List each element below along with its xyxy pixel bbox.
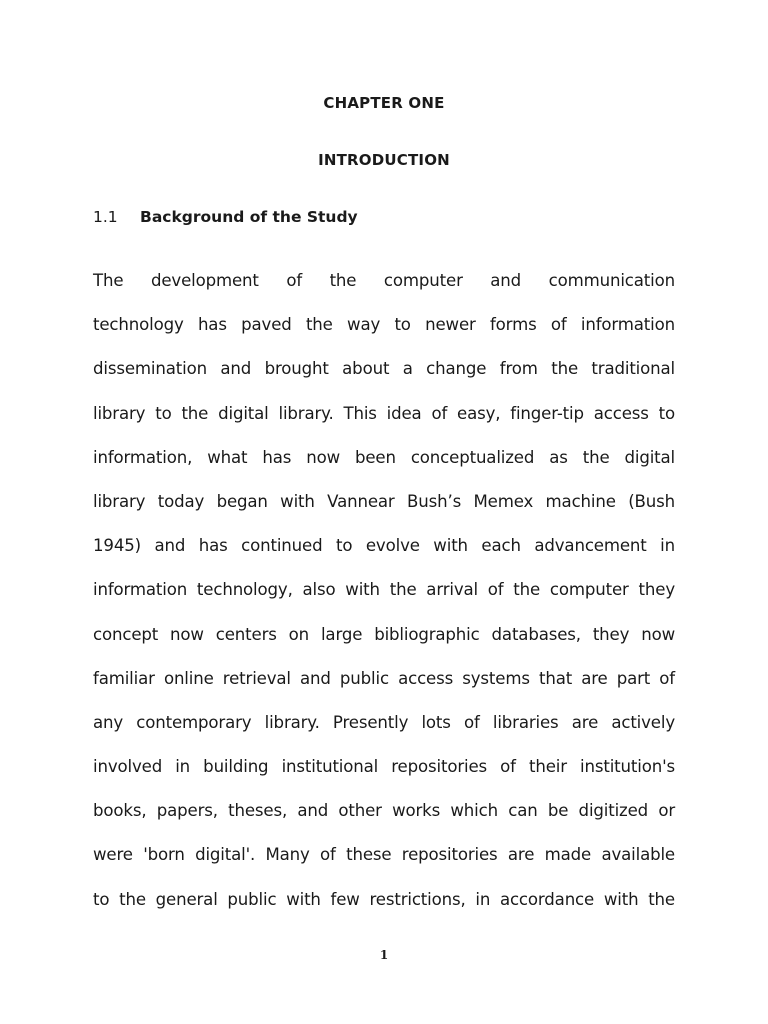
- section-heading: INTRODUCTION: [318, 151, 450, 169]
- subsection-title: Background of the Study: [140, 208, 358, 226]
- paragraph-line: dissemination and brought about a change from the traditional: [93, 359, 675, 379]
- paragraph-line: any contemporary library. Presently lots of libraries are actively: [93, 712, 675, 732]
- paragraph-line: library today began with Vannear Bush’s Memex machine (Bush: [93, 491, 675, 511]
- paragraph-line: books, papers, theses, and other works which can be digitized or: [93, 801, 675, 821]
- page-number: 1: [379, 948, 389, 962]
- subsection-number: 1.1: [93, 208, 118, 226]
- paragraph-line: to the general public with few restrictions, in accordance with the: [93, 889, 675, 909]
- paragraph-line: involved in building institutional repositories of their institution's: [93, 757, 675, 777]
- paragraph-line: were 'born digital'. Many of these repositories are made available: [93, 845, 675, 865]
- chapter-heading: CHAPTER ONE: [323, 94, 445, 112]
- subsection-heading: [93, 208, 358, 226]
- paragraph-line: concept now centers on large bibliographic databases, they now: [93, 624, 675, 644]
- paragraph-line: information technology, also with the arrival of the computer they: [93, 580, 675, 600]
- paragraph-line: The development of the computer and communication: [93, 271, 675, 290]
- paragraph-line: 1945) and has continued to evolve with each advancement in: [93, 536, 675, 556]
- paragraph-line: library to the digital library. This idea of easy, finger-tip access to: [93, 403, 675, 423]
- body-paragraph: [93, 270, 675, 933]
- paragraph-line: information, what has now been conceptualized as the digital: [93, 447, 675, 467]
- paragraph-line: technology has paved the way to newer forms of information: [93, 315, 675, 335]
- paragraph-line: familiar online retrieval and public access systems that are part of: [93, 668, 675, 688]
